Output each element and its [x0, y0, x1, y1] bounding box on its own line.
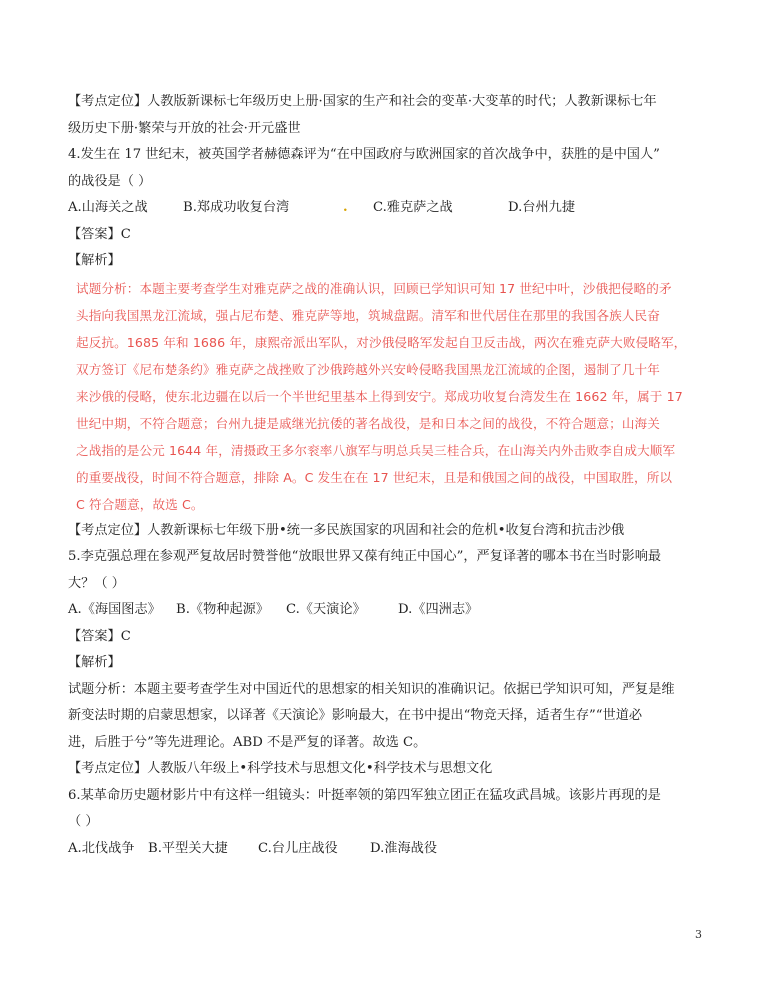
q5-analysis-line: 进，后胜于兮”等先进理论。ABD 不是严复的译著。故选 C。 — [68, 734, 427, 750]
q6-stem-line-2: （ ） — [68, 814, 99, 829]
q5-location-tag: 【考点定位】人教版八年级上•科学技术与思想文化•科学技术与思想文化 — [68, 761, 493, 776]
q4-dot-mark: . — [343, 200, 348, 215]
q5-analysis-line: 新变法时期的启蒙思想家，以译著《天演论》影响最大，在书中提出“物竞天择，适者生存”“世道必 — [68, 708, 643, 723]
page-content — [68, 89, 708, 862]
q4-analysis-line: 世纪中期，不符合题意；台州九捷是戚继光抗倭的著名战役，是和日本之间的战役，不符合题意；山海关 — [76, 415, 660, 431]
q4-stem-line-2: 的战役是（ ） — [68, 173, 152, 189]
q4-location-tag: 【考点定位】人教新课标七年级下册•统一多民族国家的巩固和社会的危机•收复台湾和抗击沙俄 — [68, 522, 625, 538]
q4-analysis-label: 【解析】 — [68, 253, 121, 268]
q4-stem-line-1: 4.发生在 17 世纪末，被英国学者赫德森评为“在中国政府与欧洲国家的首次战争中，获胜的是中国人” — [68, 147, 660, 162]
q6-option-a: A.北伐战争 — [68, 840, 135, 856]
q4-option-d: D.台州九捷 — [508, 200, 576, 215]
location-tag-line-1: 【考点定位】人教版新课标七年级历史上册·国家的生产和社会的变革·大变革的时代；人教新课标七年 — [68, 94, 657, 109]
q5-option-a: A.《海国图志》 — [68, 602, 161, 617]
q4-option-c: C.雅克萨之战 — [373, 200, 453, 215]
q5-analysis-line: 试题分析：本题主要考查学生对中国近代的思想家的相关知识的准确识记。依据已学知识可知，严复是维 — [68, 681, 675, 697]
q4-analysis-line: 来沙俄的侵略，使东北边疆在以后一个半世纪里基本上得到安宁。郑成功收复台湾发生在 1662 年，属于 17 — [76, 388, 683, 404]
q5-options — [68, 597, 708, 624]
q4-answer: 【答案】C — [68, 226, 131, 242]
q4-analysis-line: 头指向我国黑龙江流域，强占尼布楚、雅克萨等地，筑城盘踞。清军和世代居住在那里的我国各族人民奋 — [76, 307, 660, 323]
q6-stem-line-1: 6.某革命历史题材影片中有这样一组镜头：叶挺率领的第四军独立团正在猛攻武昌城。该影片再现的是 — [68, 787, 661, 803]
q6-option-b: B.平型关大捷 — [148, 840, 228, 856]
q4-option-a: A.山海关之战 — [68, 200, 148, 215]
q6-option-c: C.台儿庄战役 — [258, 840, 338, 856]
q4-analysis-line: 试题分析：本题主要考查学生对雅克萨之战的准确认识，回顾已学知识可知 17 世纪中叶，沙俄把侵略的矛 — [76, 280, 672, 296]
q5-stem-line-1: 5.李克强总理在参观严复故居时赞誉他“放眼世界又葆有纯正中国心”，严复译著的哪本书在当时影响最 — [68, 549, 662, 564]
q5-option-b: B.《物种起源》 — [176, 602, 270, 617]
q4-analysis-line: 的重要战役，时间不符合题意，排除 A。C 发生在在 17 世纪末，且是和俄国之间的战役，中国取胜，所以 — [76, 469, 673, 485]
page-number: 3 — [695, 928, 702, 941]
q4-options — [68, 195, 708, 222]
q4-analysis-line: 双方签订《尼布楚条约》雅克萨之战挫败了沙俄跨越外兴安岭侵略我国黑龙江流域的企图，遏制了几十年 — [76, 361, 660, 377]
q5-analysis-label: 【解析】 — [68, 655, 121, 670]
q5-option-d: D.《四洲志》 — [398, 602, 479, 617]
q6-options — [68, 836, 708, 863]
location-tag-line-2: 级历史下册·繁荣与开放的社会·开元盛世 — [68, 120, 301, 136]
q4-analysis-line: 之战指的是公元 1644 年，清摄政王多尔衮率八旗军与明总兵吴三桂合兵，在山海关内外击败李自成大顺军 — [76, 442, 676, 458]
q4-analysis-line: 起反抗。1685 年和 1686 年，康熙帝派出军队，对沙俄侵略军发起自卫反击战，两次在雅克萨大败侵略军， — [76, 334, 687, 350]
q4-option-b: B.郑成功收复台湾 — [183, 200, 290, 215]
q5-answer: 【答案】C — [68, 628, 131, 644]
q4-analysis-block — [76, 275, 708, 518]
q6-option-d: D.淮海战役 — [370, 840, 438, 856]
q5-option-c: C.《天演论》 — [286, 602, 366, 617]
q4-analysis-line: C 符合题意，故选 C。 — [76, 496, 204, 512]
q5-stem-line-2: 大？（ ） — [68, 575, 125, 591]
